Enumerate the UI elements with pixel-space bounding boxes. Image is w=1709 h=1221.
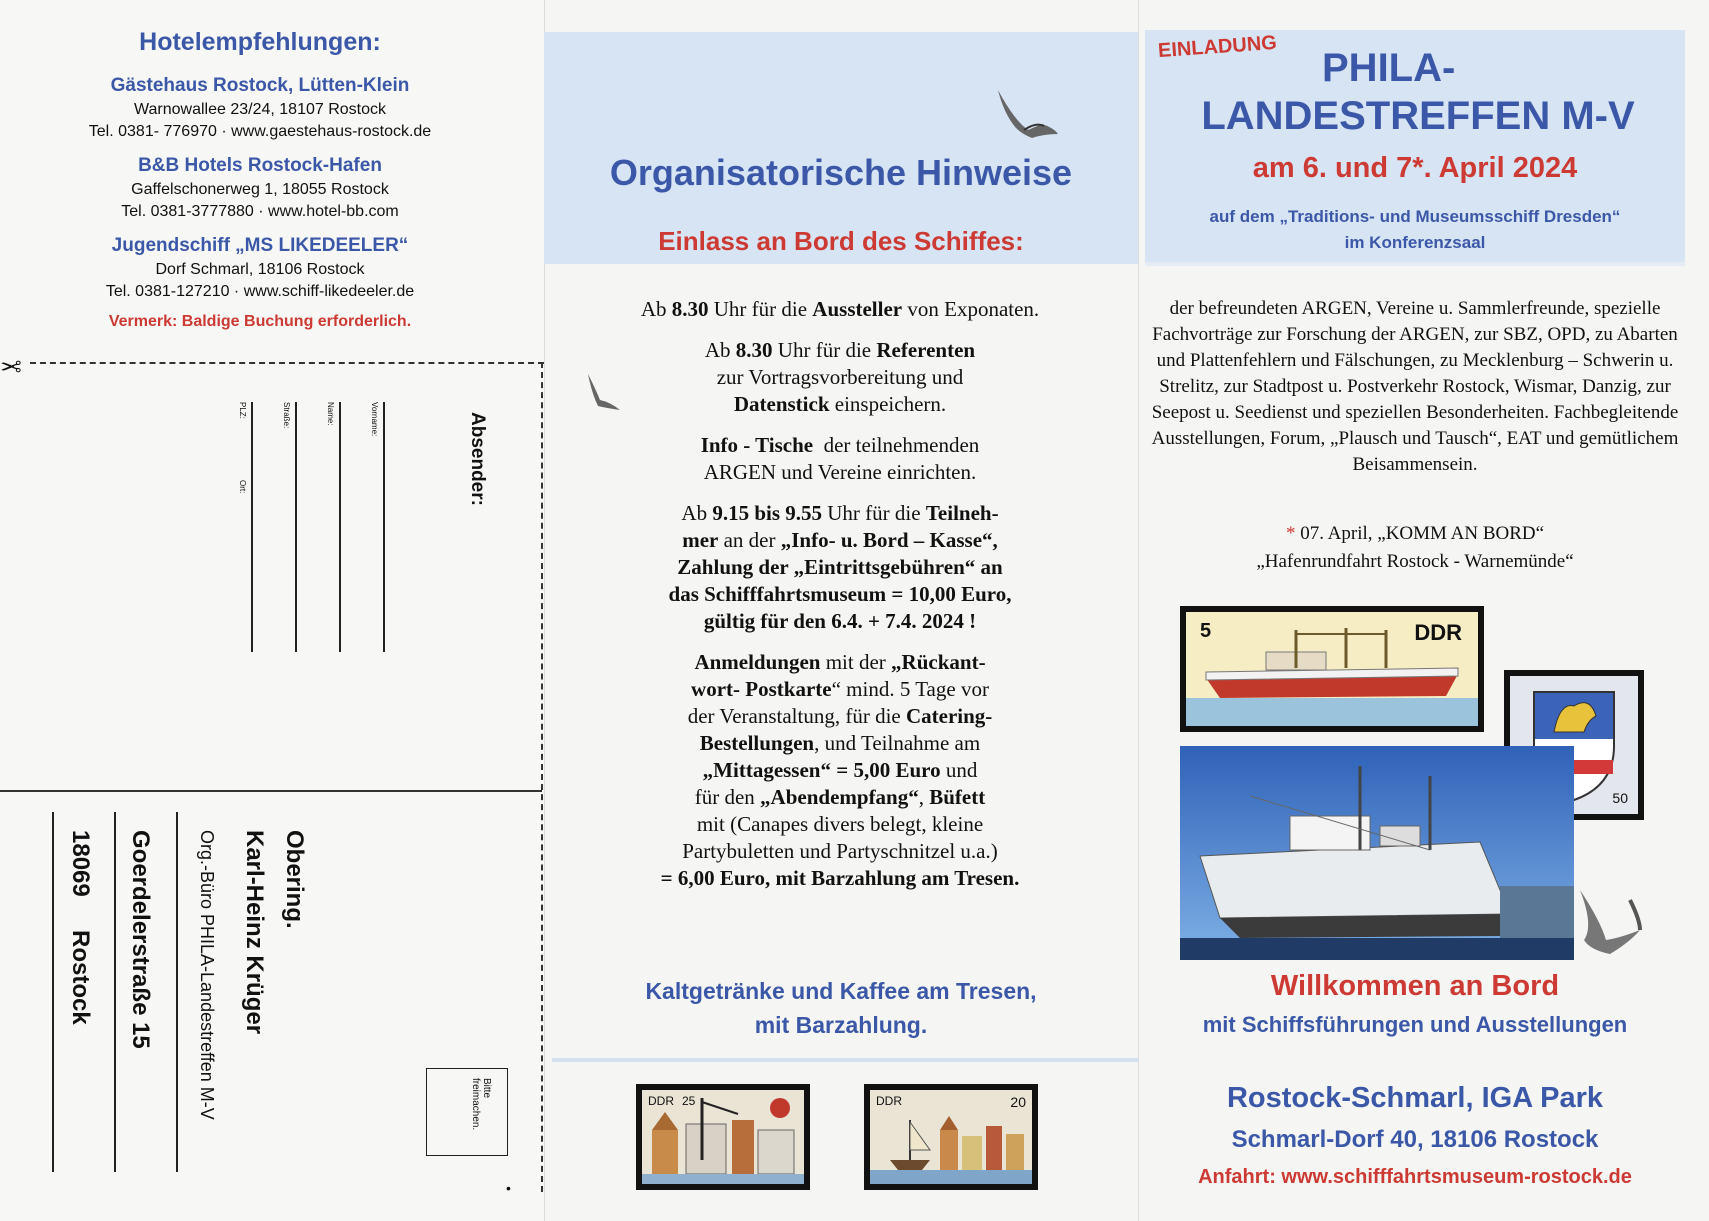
sender-field-label: Straße: [282,402,291,429]
sender-field-line [339,402,341,652]
address-line [52,812,54,1172]
hotel-contact: Tel. 0381-3777880 · www.hotel-bb.com [121,203,399,220]
scissors-icon: ✂ [0,351,22,381]
booking-note: Vermerk: Baldige Buchung erforderlich. [108,313,412,330]
event-title-line2: LANDESTREFFEN M-V [1201,94,1635,138]
sender-field-label: Vorname: [370,402,379,437]
asterisk: * [1285,523,1296,544]
sender-field-line [251,402,253,652]
stamp-country: DDR [1414,620,1462,645]
stamp-country: DDR [648,1094,674,1108]
drinks-line1: Kaltgetränke und Kaffee am Tresen, [645,978,1037,1004]
hotel-name: B&B Hotels Rostock-Hafen [138,155,382,176]
hotels-title: Hotelempfehlungen: [139,28,381,56]
seagull-icon [1570,880,1656,972]
address-line [114,812,116,1172]
address-line [176,812,178,1172]
organisation-body [570,296,1110,906]
stamp-rostock-harbour [864,1084,1038,1190]
participant-info: Ab 9.15 bis 9.55 Uhr für die Teilneh- mer an der „Info- u. Bord – Kasse“, Zahlung der „Eintrittsgebühren“ an das Schifffahrtsmuseum = 10,00 Euro, gültig für den 6.4. + 7.4. 2024 ! [668,501,1012,633]
event-title-line1: PHILA- [1322,46,1456,90]
cut-line-vertical [541,362,543,1192]
event-venue [1145,204,1685,256]
event-description: der befreundeten ARGEN, Vereine u. Sammlerfreunde, spezielle Fachvorträge zur Forschung der ARGEN, zur SBZ, OPD, zu Abarten und Plattenfehlern und Fälschungen, zu Mecklenburg – Schwerin u. Strelitz, zur Stadtpost u. Postverkehr Rostock, Wismar, Danzig, zur Seepost u. Seedienst und speziellen Besonderheiten. Fachbegleitende Ausstellungen, Forum, „Plausch und Tausch“, EAT und gemütlichem Beisammensein. [1151,298,1679,475]
recipient-zip: 18069 [67,830,94,897]
harbour-tour-line1 [1150,520,1680,548]
exhibitor-info: Ab 8.30 Uhr für die Aussteller von Exponaten. [640,297,1040,321]
hotel-contact: Tel. 0381-127210 · www.schiff-likedeeler.de [105,283,415,300]
venue-line1: auf dem „Traditions- und Museumsschiff Dresden“ [1209,207,1621,226]
sender-label: Absender: [467,412,488,506]
hotel-contact: Tel. 0381- 776970 · www.gaestehaus-rostock.de [88,123,432,140]
stamp-value: 25 [682,1094,696,1108]
city-skyline-icon [642,1090,804,1184]
stamp-country: DDR [876,1094,902,1108]
stamp-box [426,1068,508,1156]
stamp-value: 20 [1010,1094,1026,1110]
divider [1145,262,1685,266]
recipient-city: Rostock [67,930,94,1025]
welcome-subtitle: mit Schiffsführungen und Ausstellungen [1202,1012,1628,1037]
harbour-tour-line2: „Hafenrundfahrt Rostock - Warnemünde“ [1256,551,1574,572]
recipient-line3: Org.-Büro PHILA-Landestreffen M-V [197,830,217,1120]
sender-field-label: PLZ: [238,402,247,419]
stamp-value: 5 [1200,620,1212,642]
stamp-note: Bitte freimachen. [470,1078,492,1131]
speaker-info: Ab 8.30 Uhr für die Referenten zur Vortragsvorbereitung und Datenstick einspeichern. [704,338,976,416]
info-tables: Info - Tische der teilnehmenden ARGEN und Vereine einrichten. [700,433,980,484]
hotel-address: Gaffelschonerweg 1, 18055 Rostock [131,181,389,198]
drinks-note [544,974,1138,1042]
harbour-tour-date: 07. April, „KOMM AN BORD“ [1300,523,1545,544]
stamp-ship [1180,606,1484,732]
hotel-entry [0,233,520,303]
harbour-city-icon [870,1090,1032,1184]
corner-dot: • [506,1180,511,1196]
hotel-entry [0,153,520,223]
sender-field-label: Ort: [238,480,247,494]
sender-field-label: Name: [326,402,335,426]
einladung-label: EINLADUNG [1157,31,1278,63]
venue-line2: im Konferenzsaal [1344,233,1486,252]
event-date: am 6. und 7*. April 2024 [1252,152,1578,184]
museum-ship-image [1180,746,1574,960]
recipient-street: Goerdelerstraße 15 [127,830,154,1049]
drinks-line2: mit Barzahlung. [754,1012,928,1038]
welcome-heading: Willkommen an Bord [1270,970,1560,1002]
stamp-rostock-crane [636,1084,810,1190]
harbour-tour [1150,520,1680,576]
hotel-address: Dorf Schmarl, 18106 Rostock [155,261,365,278]
cut-line [30,362,544,364]
hotel-name: Jugendschiff „MS LIKEDEELER“ [111,235,409,256]
directions-link[interactable]: Anfahrt: www.schifffahrtsmuseum-rostock.de [1198,1166,1632,1188]
registration-info: Anmeldungen mit der „Rückant- wort- Postkarte“ mind. 5 Tage vor der Veranstaltung, für die Catering- Bestellungen, und Teilnahme am „Mittagessen“ = 5,00 Euro und für den „Abendempfang“, Büfett mit (Canapes divers belegt, kleine Partybuletten und Partyschnitzel u.a.) = 6,00 Euro, mit Barzahlung am Tresen. [660,650,1020,890]
sender-field-line [383,402,385,652]
hotel-name: Gästehaus Rostock, Lütten-Klein [110,75,410,96]
stamp-value: 50 [1612,790,1628,806]
hotel-entry [0,73,520,143]
event-address: Schmarl-Dorf 40, 18106 Rostock [1231,1126,1599,1153]
event-place: Rostock-Schmarl, IGA Park [1226,1082,1604,1114]
card-divider [0,790,542,792]
sender-field-line [295,402,297,652]
recipient-line1: Obering. [281,830,308,929]
ship-photo [1180,746,1574,960]
ship-icon [1186,612,1478,726]
organisation-subtitle: Einlass an Bord des Schiffes: [658,226,1024,256]
seagull-icon [992,84,1062,150]
hotel-recommendations [0,28,520,331]
hotel-address: Warnowallee 23/24, 18107 Rostock [134,101,386,118]
recipient-line2: Karl-Heinz Krüger [241,830,268,1035]
organisation-title: Organisatorische Hinweise [609,152,1073,193]
